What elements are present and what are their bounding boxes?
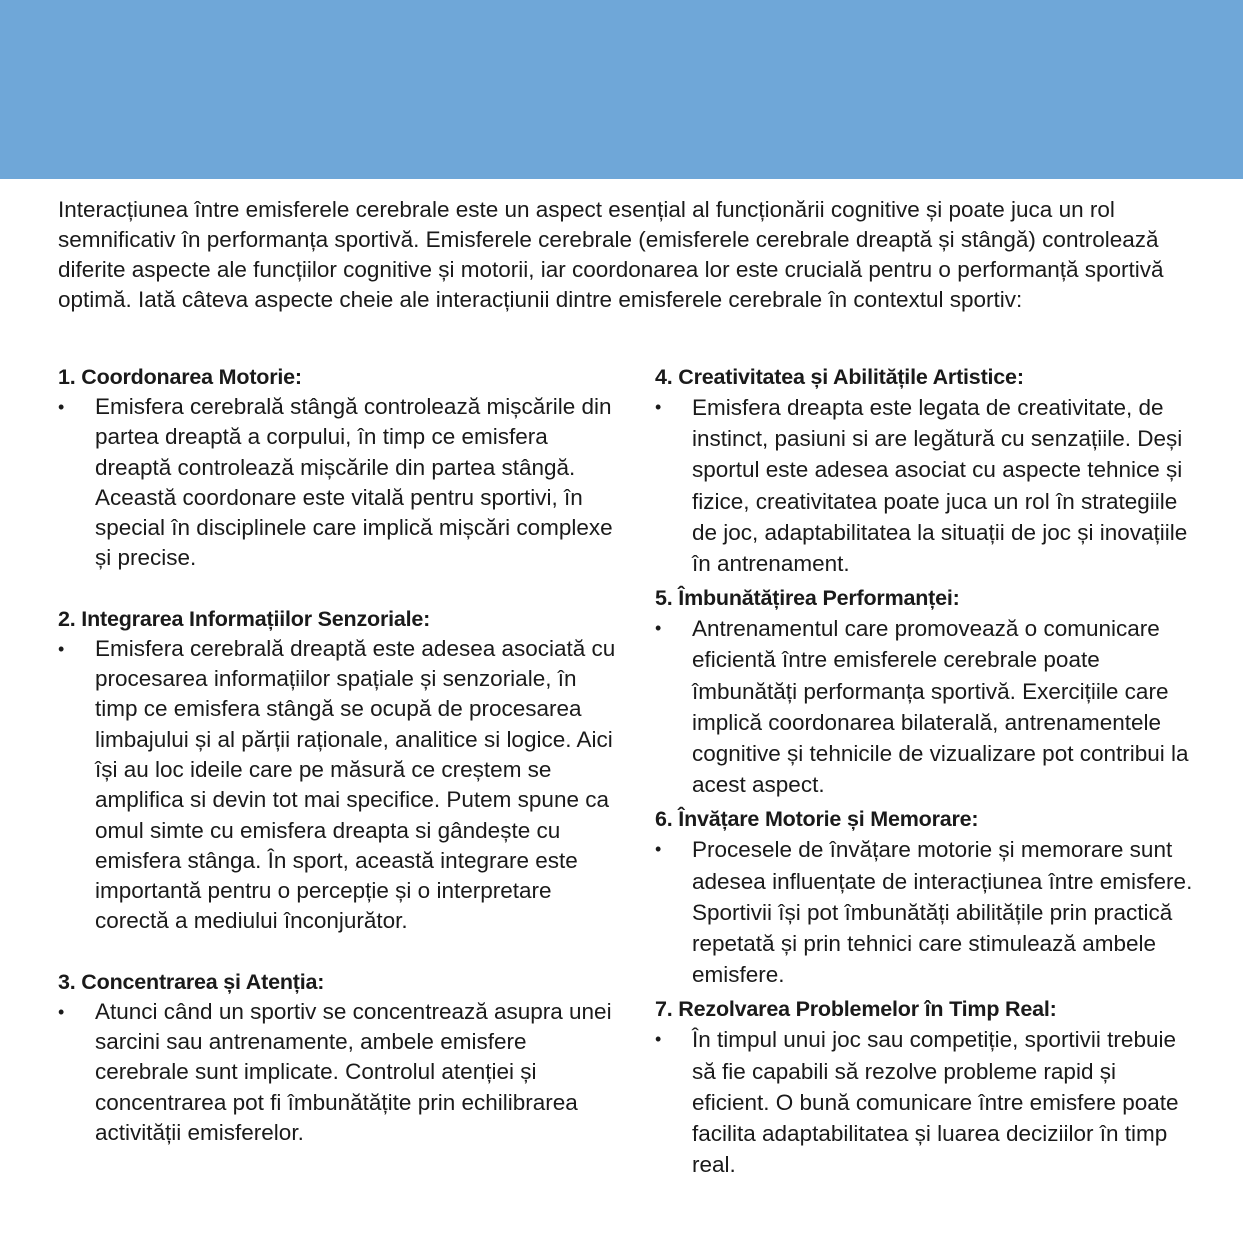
bullet-text: Emisfera dreapta este legata de creativitate, de instinct, pasiuni si are legătură cu senzațiile. Deși sportul este adesea asociat cu aspecte tehnice și fizice, creativitatea poate juca un rol în strategiile de joc, adaptabilitatea la situații de joc și inovațiile în antrenament. <box>692 395 1188 577</box>
section-title: 2. Integrarea Informațiilor Senzoriale: <box>58 606 431 631</box>
bullet-text: Emisfera cerebrală dreaptă este adesea asociată cu procesarea informațiilor spațiale și senzoriale, în timp ce emisfera stângă se ocupă de procesarea limbajului și al părții raționale, analitice si logice. Aici își au loc ideile care pe măsură ce creștem se amplifica si devin tot mai specifice. Putem spune ca omul simte cu emisfera dreapta si gândește cu emisfera stânga. În sport, această integrare este importantă pentru o percepție și o interpretare corectă a mediului înconjurător. <box>95 635 616 934</box>
section-concentration-attention <box>58 967 618 1148</box>
bullet-item <box>655 613 1195 800</box>
bullet-item <box>58 634 618 937</box>
bullet-item <box>655 392 1195 579</box>
bullet-item <box>58 392 618 574</box>
bullet-icon: • <box>655 397 662 417</box>
section-performance <box>655 583 1195 800</box>
bullet-item <box>655 1024 1195 1180</box>
bullet-text: Emisfera cerebrală stângă controlează mișcările din partea dreaptă a corpului, în timp ce emisfera dreaptă controlează mișcările din partea stângă. Această coordonare este vitală pentru sportivi, în special în disciplinele care implică mișcări complexe și precise. <box>95 394 613 571</box>
section-motor-coordination <box>58 362 618 574</box>
bullet-item <box>58 997 618 1148</box>
section-title: 3. Concentrarea și Atenția: <box>58 969 325 994</box>
bullet-text: În timpul unui joc sau competiție, sportivii trebuie să fie capabili să rezolve probleme rapid și eficient. O bună comunicare între emisfere poate facilita adaptabilitatea și luarea deciziilor în timp real. <box>692 1027 1179 1178</box>
bullet-icon: • <box>655 1029 662 1050</box>
bullet-icon: • <box>58 638 65 659</box>
bullet-item <box>655 834 1195 990</box>
section-creativity <box>655 362 1195 579</box>
section-sensory-integration <box>58 604 618 937</box>
bullet-icon: • <box>58 1001 65 1022</box>
bullet-text: Antrenamentul care promovează o comunicare eficientă între emisferele cerebrale poate îmbunătăți performanța sportivă. Exercițiile care implică coordonarea bilaterală, antrenamentele cognitive și tehnicile de vizualizare pot contribui la acest aspect. <box>692 616 1189 798</box>
section-motor-learning <box>655 804 1195 990</box>
section-title: 6. Învățare Motorie și Memorare: <box>655 807 979 832</box>
bullet-icon: • <box>655 839 662 860</box>
left-column <box>58 362 618 1148</box>
bullet-icon: • <box>58 397 65 417</box>
bullet-icon: • <box>655 618 662 639</box>
section-title: 7. Rezolvarea Problemelor în Timp Real: <box>655 997 1057 1022</box>
section-title: 1. Coordonarea Motorie: <box>58 365 302 389</box>
bullet-text: Procesele de învățare motorie și memorare sunt adesea influențate de interacțiunea între emisfere. Sportivii își pot îmbunătăți abilitățile prin practică repetată și prin tehnici care stimulează ambele emisfere. <box>692 837 1193 988</box>
section-problem-solving <box>655 994 1195 1180</box>
right-column <box>655 362 1195 1180</box>
intro-paragraph: Interacțiunea între emisferele cerebrale este un aspect esențial al funcționării cognitive și poate juca un rol semnificativ în performanța sportivă. Emisferele cerebrale (emisferele cerebrale dreaptă și stângă) controlează diferite aspecte ale funcțiilor cognitive și motorii, iar coordonarea lor este crucială pentru o performanță sportivă optimă. Iată câteva aspecte cheie ale interacțiunii dintre emisferele cerebrale în contextul sportiv: <box>58 197 1164 312</box>
header-band <box>0 0 1243 179</box>
section-title: 4. Creativitatea și Abilitățile Artistice: <box>655 365 1024 389</box>
bullet-text: Atunci când un sportiv se concentrează asupra unei sarcini sau antrenamente, ambele emisfere cerebrale sunt implicate. Controlul atenției și concentrarea pot fi îmbunătățite prin echilibrarea activității emisferelor. <box>95 998 612 1145</box>
section-title: 5. Îmbunătățirea Performanței: <box>655 586 960 611</box>
